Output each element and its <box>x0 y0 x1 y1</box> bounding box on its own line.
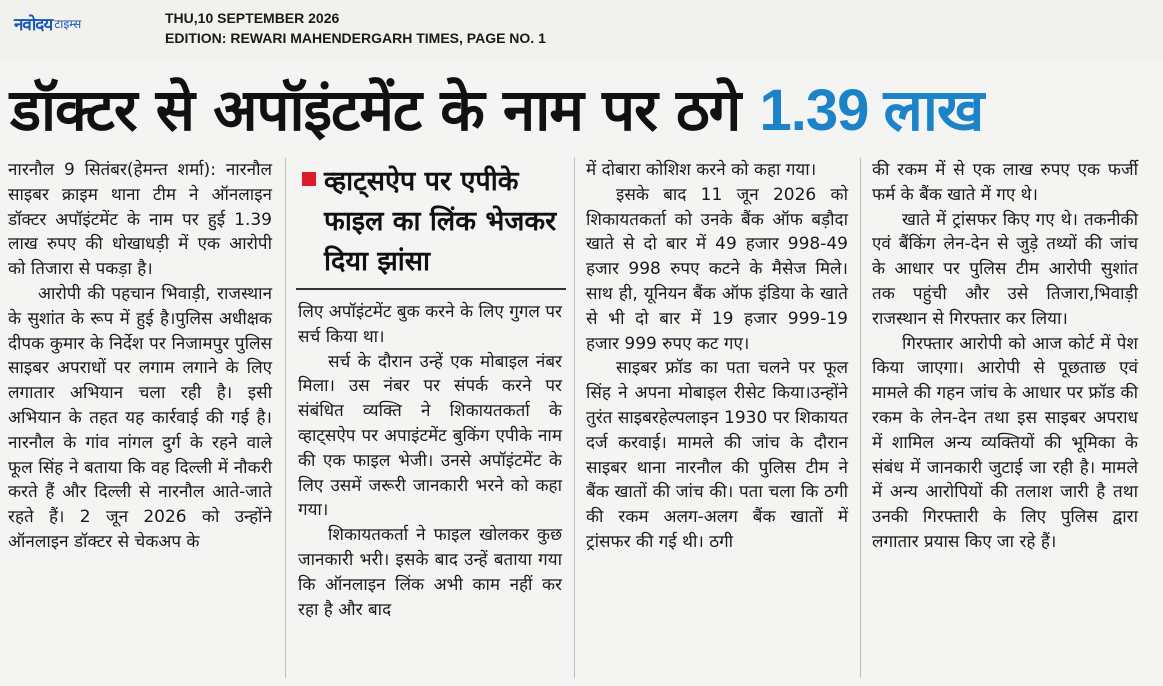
masthead-bar <box>0 0 1163 58</box>
paragraph: इसके बाद 11 जून 2026 को शिकायतकर्ता को उनके बैंक ऑफ बड़ौदा खाते से दो बार में 49 हजार 998-49 हजार 998 रुपए कटने के मैसेज मिले। साथ ही, यूनियन बैंक ऑफ इंडिया के खाते से भी दो बार में 19 हजार 999-19 हजार 999 रुपए कट गए। <box>586 184 848 354</box>
date-line: THU,10 SEPTEMBER 2026 <box>165 10 340 26</box>
subheadline: व्हाट्सऐप पर एपीके फाइल का लिंक भेजकर दिया झांसा <box>324 166 557 277</box>
paragraph: गिरफ्तार आरोपी को आज कोर्ट में पेश किया जाएगा। आरोपी से पूछताछ एवं मामले की गहन जांच के आधार पर फ्रॉड की रकम के लेन-देन तथा इस साइबर अपराध में शामिल अन्य व्यक्तियों की भूमिका के संबंध में जानकारी जुटाई जा रही है। मामले में अन्य आरोपियों की तलाश जारी है तथा उनकी गिरफ्तारी के लिए पुलिस द्वारा लगातार प्रयास किए जा रहे हैं। <box>872 333 1138 552</box>
paragraph: नारनौल 9 सितंबर(हेमन्त शर्मा): नारनौल साइबर क्राइम थाना टीम ने ऑनलाइन डॉक्टर अपॉइंटमेंट के नाम पर हुई 1.39 लाख रुपए की धोखाधड़ी में एक आरोपी को तिजारा से पकड़ा है। <box>8 160 272 280</box>
column-divider <box>574 158 575 678</box>
column-divider <box>285 158 286 678</box>
newspaper-logo[interactable] <box>14 12 136 34</box>
column-divider <box>860 158 861 678</box>
logo-sub-text: टाइम्स <box>54 16 82 31</box>
edition-line: EDITION: REWARI MAHENDERGARH TIMES, PAGE NO. 1 <box>165 30 546 46</box>
paragraph: खाते में ट्रांसफर किए गए थे। तकनीकी एवं बैंकिंग लेन-देन से जुड़े तथ्यों की जांच के आधार पर पुलिस टीम आरोपी सुशांत तक पहुंची और उसे तिजारा,भिवाड़ी राजस्थान से गिरफ्तार कर लिया। <box>872 209 1138 329</box>
article-column-2 <box>298 300 562 622</box>
edition-info <box>165 8 546 48</box>
paragraph: शिकायतकर्ता ने फाइल खोलकर कुछ जानकारी भरी। इसके बाद उन्हें बताया गया कि ऑनलाइन लिंक अभी काम नहीं कर रहा है और बाद <box>298 525 562 620</box>
paragraph: आरोपी की पहचान भिवाड़ी, राजस्थान के सुशांत के रूप में हुई है।पुलिस अधीक्षक दीपक कुमार के निर्देश पर निजामपुर पुलिस साइबर अपराधों पर लगाम लगाने के लिए लगातार अभियान चला रही है। इसी अभियान के तहत यह कार्रवाई की गई है। नारनौल के गांव नांगल दुर्ग के रहने वाले फूल सिंह ने बताया कि वह दिल्ली में नौकरी करते हैं और दिल्ली से नारनौल आते-जाते रहते हैं। 2 जून 2026 को उन्होंने ऑनलाइन डॉक्टर से चेकअप के <box>8 283 272 552</box>
article-column-3 <box>586 158 848 555</box>
paragraph: में दोबारा कोशिश करने को कहा गया। <box>586 160 817 180</box>
headline-main: डॉक्टर से अपॉइंटमेंट के नाम पर ठगे <box>10 76 741 144</box>
article-column-1 <box>8 158 272 555</box>
subheadline-box <box>296 160 566 290</box>
red-square-bullet-icon <box>302 172 316 186</box>
headline-amount: 1.39 लाख <box>759 78 984 143</box>
paragraph: लिए अपॉइंटमेंट बुक करने के लिए गुगल पर सर्च किया था। <box>298 302 562 347</box>
paragraph: सर्च के दौरान उन्हें एक मोबाइल नंबर मिला। उस नंबर पर संपर्क करने पर संबंधित व्यक्ति ने शिकायतकर्ता के व्हाट्सऐप पर अपाइंटमेंट बुकिंग एपीके नाम की एक फाइल भेजी। उनसे अपॉइंटमेंट के लिए उसमें जरूरी जानकारी भरने को कहा गया। <box>298 351 562 521</box>
logo-main-text: नवोदय <box>14 14 53 35</box>
paragraph: की रकम में से एक लाख रुपए एक फर्जी फर्म के बैंक खाते में गए थे। <box>872 160 1138 205</box>
article-column-4 <box>872 158 1138 555</box>
headline <box>10 68 1160 152</box>
paragraph: साइबर फ्रॉड का पता चलने पर फूल सिंह ने अपना मोबाइल रीसेट किया।उन्होंने तुरंत साइबरहेल्पलाइन 1930 पर शिकायत दर्ज करवाई। मामले की जांच के दौरान साइबर थाना नारनौल की पुलिस टीम ने बैंक खातों की जांच की। पता चला कि ठगी की रकम अलग-अलग बैंक खातों में ट्रांसफर की गई थी। ठगी <box>586 358 848 552</box>
